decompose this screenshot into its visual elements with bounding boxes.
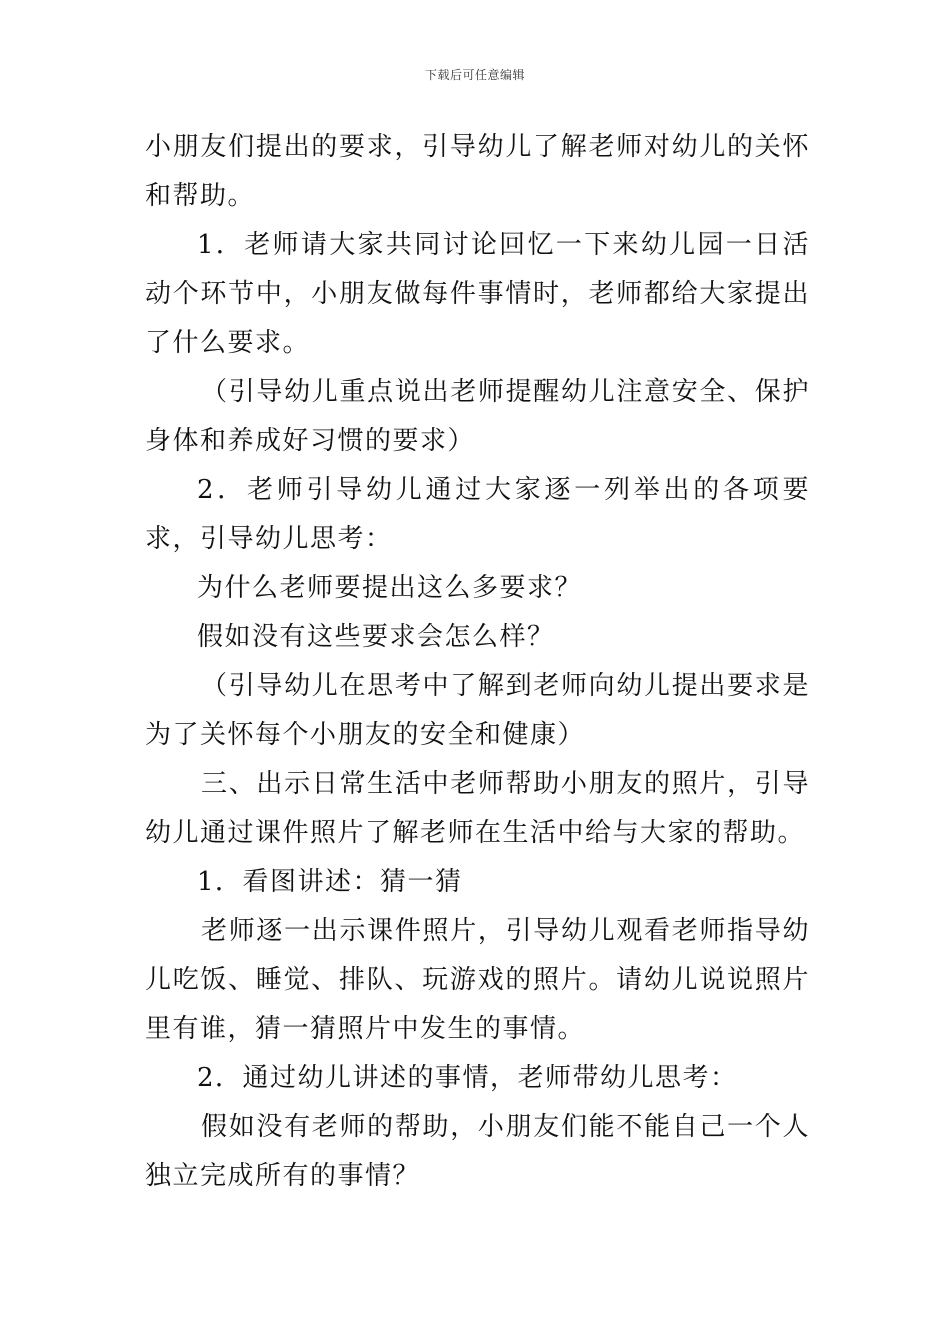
paragraph-step-3-1: 1．看图讲述：猜一猜 bbox=[197, 867, 463, 897]
paragraph-note-1: （引导幼儿重点说出老师提醒幼儿注意安全、保护身体和养成好习惯的要求） bbox=[145, 377, 810, 456]
paragraph-step-2: 2．老师引导幼儿通过大家逐一列举出的各项要求，引导幼儿思考： bbox=[145, 475, 810, 554]
paragraph-step-1: 1．老师请大家共同讨论回忆一下来幼儿园一日活动个环节中，小朋友做每件事情时，老师都给大家提出了什么要求。 bbox=[145, 230, 810, 358]
paragraph-step-3-2: 2．通过幼儿讲述的事情，老师带幼儿思考： bbox=[197, 1063, 738, 1093]
paragraph-note-2: （引导幼儿在思考中了解到老师向幼儿提出要求是为了关怀每个小朋友的安全和健康） bbox=[145, 671, 810, 750]
paragraph-section-3: 三、出示日常生活中老师帮助小朋友的照片，引导幼儿通过课件照片了解老师在生活中给与大家的帮助。 bbox=[145, 769, 810, 848]
paragraph-question-2: 假如没有这些要求会怎么样？ bbox=[197, 622, 555, 652]
page-header: 下载后可任意编辑 bbox=[424, 68, 525, 82]
paragraph-question-3: 假如没有老师的帮助，小朋友们能不能自己一个人独立完成所有的事情？ bbox=[145, 1112, 810, 1191]
paragraph-step-3-1-detail: 老师逐一出示课件照片，引导幼儿观看老师指导幼儿吃饭、睡觉、排队、玩游戏的照片。请幼儿说说照片里有谁，猜一猜照片中发生的事情。 bbox=[145, 916, 810, 1044]
paragraph-intro: 小朋友们提出的要求，引导幼儿了解老师对幼儿的关怀和帮助。 bbox=[145, 132, 810, 211]
document-body bbox=[145, 123, 810, 1201]
paragraph-question-1: 为什么老师要提出这么多要求？ bbox=[197, 573, 583, 603]
